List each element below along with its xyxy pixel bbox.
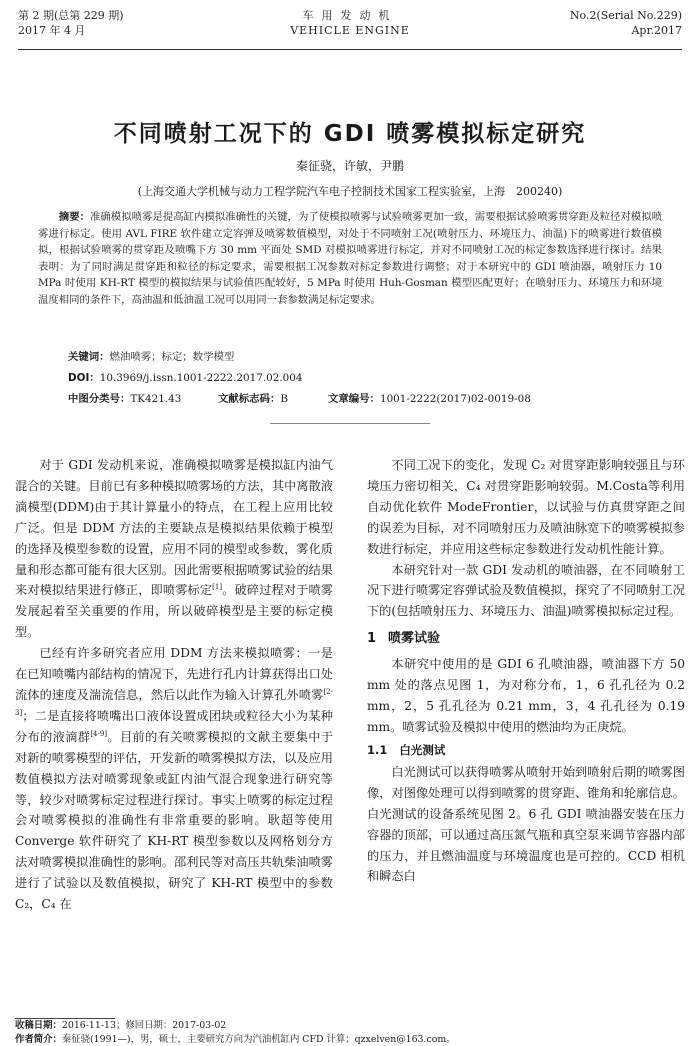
code-cell [218, 392, 328, 406]
subsection-heading [367, 740, 685, 760]
subsection-number: 1.1 [367, 742, 388, 757]
citation: [1] [212, 583, 223, 592]
keywords-text: 燃油喷雾；标定；数学模型 [109, 351, 235, 363]
paragraph-text: 已经有许多研究者应用 DDM 方法来模拟喷雾：一是在已知喷嘴内部结构的情况下，先进行孔内计算获得出口处流体的速度及湍流信息，然后以此作为输入计算孔外喷雾 [15, 646, 333, 702]
article-value: 1001-2222(2017)02-0019-08 [379, 393, 531, 405]
paper-title: 不同喷射工况下的 GDI 喷雾模拟标定研究 [113, 121, 587, 147]
abstract-label: 摘要： [58, 211, 90, 223]
paragraph: 不同工况下的变化，发现 C₂ 对贯穿距影响较强且与环境压力密切相关，C₄ 对贯穿距影响较弱。M.Costa等利用自动优化软件 ModeFrontier，以试验与仿真贯穿距之间的误差为目标，对不同喷射压力及喷油脉宽下的喷雾模拟参数进行标定，并应用这些标定参数进行发动机性能计算。 [367, 458, 685, 556]
body-column-left [15, 455, 333, 915]
section-title: 喷雾试验 [388, 631, 441, 647]
keywords-label: 关键词： [68, 351, 110, 363]
date-line-en: Apr.2017 [631, 24, 682, 37]
paragraph: 白光测试可以获得喷雾从喷射开始到喷射后期的喷雾图像，对图像处理可以得到喷雾的贯穿距、锥角和轮廓信息。白光测试的设备系统见图 2。6 孔 GDI 喷油器安装在压力容器的顶部，可以通过高压氮气瓶和真空泵来调节容器内部的压力，并且燃油温度与环境温度也是可控的。CCD 相机和瞬态白 [367, 764, 685, 884]
subsection-title: 白光测试 [399, 742, 446, 757]
issue-line-en: No.2(Serial No.229) [569, 9, 682, 22]
dates-label: 收稿日期： [15, 1020, 62, 1031]
paragraph-text: ；二是直接将喷嘴出口液体设置成团块或粒径大小为某种分布的液滴群 [15, 708, 333, 744]
affiliation: (上海交通大学机械与动力工程学院汽车电子控制技术国家工程实验室，上海 200240) [137, 185, 563, 198]
classification-line [68, 392, 648, 406]
doi-text: 10.3969/j.issn.1001-2222.2017.02.004 [99, 372, 303, 384]
paragraph-text: 。目前的有关喷雾模拟的文献主要集中于对新的喷雾模型的评估，开发新的喷雾模拟方法，以及应用数值模拟方法对喷雾现象或缸内油气混合现象进行研究等等，较少对喷雾标定过程进行探讨。事实上喷雾的标定过程会对喷雾模拟的准确性有非常重要的影响。耿超等使用 Converge 软件研究了 KH-RT 模型参数以及网格划分方法对喷雾模拟准确性的影响。邵利民等对高压共轨柴油喷雾进行了试验以及数值模拟，研究了 KH-RT 模型中的参数 C₂，C₄ 在 [15, 729, 334, 912]
paragraph [15, 643, 333, 915]
code-value: B [280, 393, 288, 405]
clc-label: 中图分类号： [68, 393, 131, 405]
header-rule [18, 49, 682, 50]
section-heading [367, 630, 685, 648]
paragraph: 本研究针对一款 GDI 发动机的喷油器，在不同喷射工况下进行喷雾定容弹试验及数值模拟，探究了不同喷射工况下的(包括喷射压力、环境压力、油温)喷雾模拟标定过程。 [367, 562, 685, 619]
body-column-right [367, 455, 685, 887]
author-list: 秦征骁，许敏，尹鹏 [295, 159, 404, 173]
abstract [38, 209, 662, 309]
issue-line: 第 2 期(总第 229 期) [18, 9, 124, 22]
paragraph-text: 对于 GDI 发动机来说，准确模拟喷雾是模拟缸内油气混合的关键。目前已有多种模拟喷雾场的方法，其中离散液滴模型(DDM)由于其计算量小的特点，在工程上应用比较广泛。但是 DDM 方法的主要缺点是模拟结果依赖于模型的选择及模型参数的设置，应用不同的模型或参数，雾化质量和形态都可能有很大区别。因此需要根据喷雾试验的结果来对模拟结果进行修正，即喷雾标定 [15, 458, 333, 598]
paragraph-text: 。破碎过程对于喷雾发展起着至关重要的作用，所以破碎模型是主要的标定模型。 [15, 583, 334, 640]
footnote-rule [15, 1018, 115, 1019]
doi [68, 371, 303, 385]
abstract-text: 准确模拟喷雾是提高缸内模拟准确性的关键，为了使模拟喷雾与试验喷雾更加一致，需要根据试验喷雾贯穿距及粒径对模拟喷雾进行标定。使用 AVL FIRE 软件建立定容弹及喷雾数值模型，对处于不同喷射工况(喷射压力、环境压力、油温)下的喷雾进行数值模拟，根据试验喷雾的贯穿距及喷嘴下方 30 mm 平面处 SMD 对模拟喷雾进行标定，并对不同喷射工况的标定参数选择进行探讨。结果表明：为了同时满足贯穿距和粒径的标定要求，需要根据工况参数对标定参数进行调整；对于本研究中的 GDI 喷油器，喷射压力 10 MPa 时使用 KH-RT 模型的模拟结果与试验值匹配较好，5 MPa 时使用 Huh-Gosman 模型匹配更好；在喷射压力、环境压力和环境温度相同的条件下，高油温和低油温工况可以用同一套参数满足标定要求。 [38, 211, 662, 306]
article-label: 文章编号： [328, 393, 380, 405]
doi-label: DOI： [68, 372, 100, 384]
citation: [4-9] [90, 729, 108, 738]
date-line: 2017 年 4 月 [18, 24, 86, 37]
running-header-right [570, 8, 682, 38]
abstract-separator [270, 423, 430, 424]
section-number: 1 [367, 631, 377, 647]
footnote-dates [15, 1020, 226, 1032]
dates-text: 2016-11-13；修回日期：2017-03-02 [61, 1020, 227, 1031]
journal-name-en: VEHICLE ENGINE [290, 24, 410, 37]
paragraph: 本研究中使用的是 GDI 6 孔喷油器，喷油器下方 50 mm 处的落点见图 1，为对称分布，1，6 孔孔径为 0.2 mm，2，5 孔孔径为 0.21 mm，3，4 孔孔径为 0.19 mm。喷雾试验及模拟中使用的燃油均为正庚烷。 [367, 657, 685, 734]
article-cell [328, 392, 531, 406]
clc-value: TK421.43 [130, 393, 182, 405]
paragraph [15, 455, 333, 643]
footnote-author [15, 1034, 456, 1046]
keywords [68, 350, 234, 364]
code-label: 文献标志码： [218, 393, 281, 405]
journal-name-cn: 车用发动机 [302, 9, 398, 22]
clc-cell [68, 392, 218, 406]
author-bio-label: 作者简介： [15, 1034, 62, 1045]
author-bio-text: 秦征骁(1991—)，男，硕士，主要研究方向为汽油机缸内 CFD 计算；qzxelven@163.com。 [61, 1034, 456, 1045]
citation: [2-3] [15, 687, 333, 717]
